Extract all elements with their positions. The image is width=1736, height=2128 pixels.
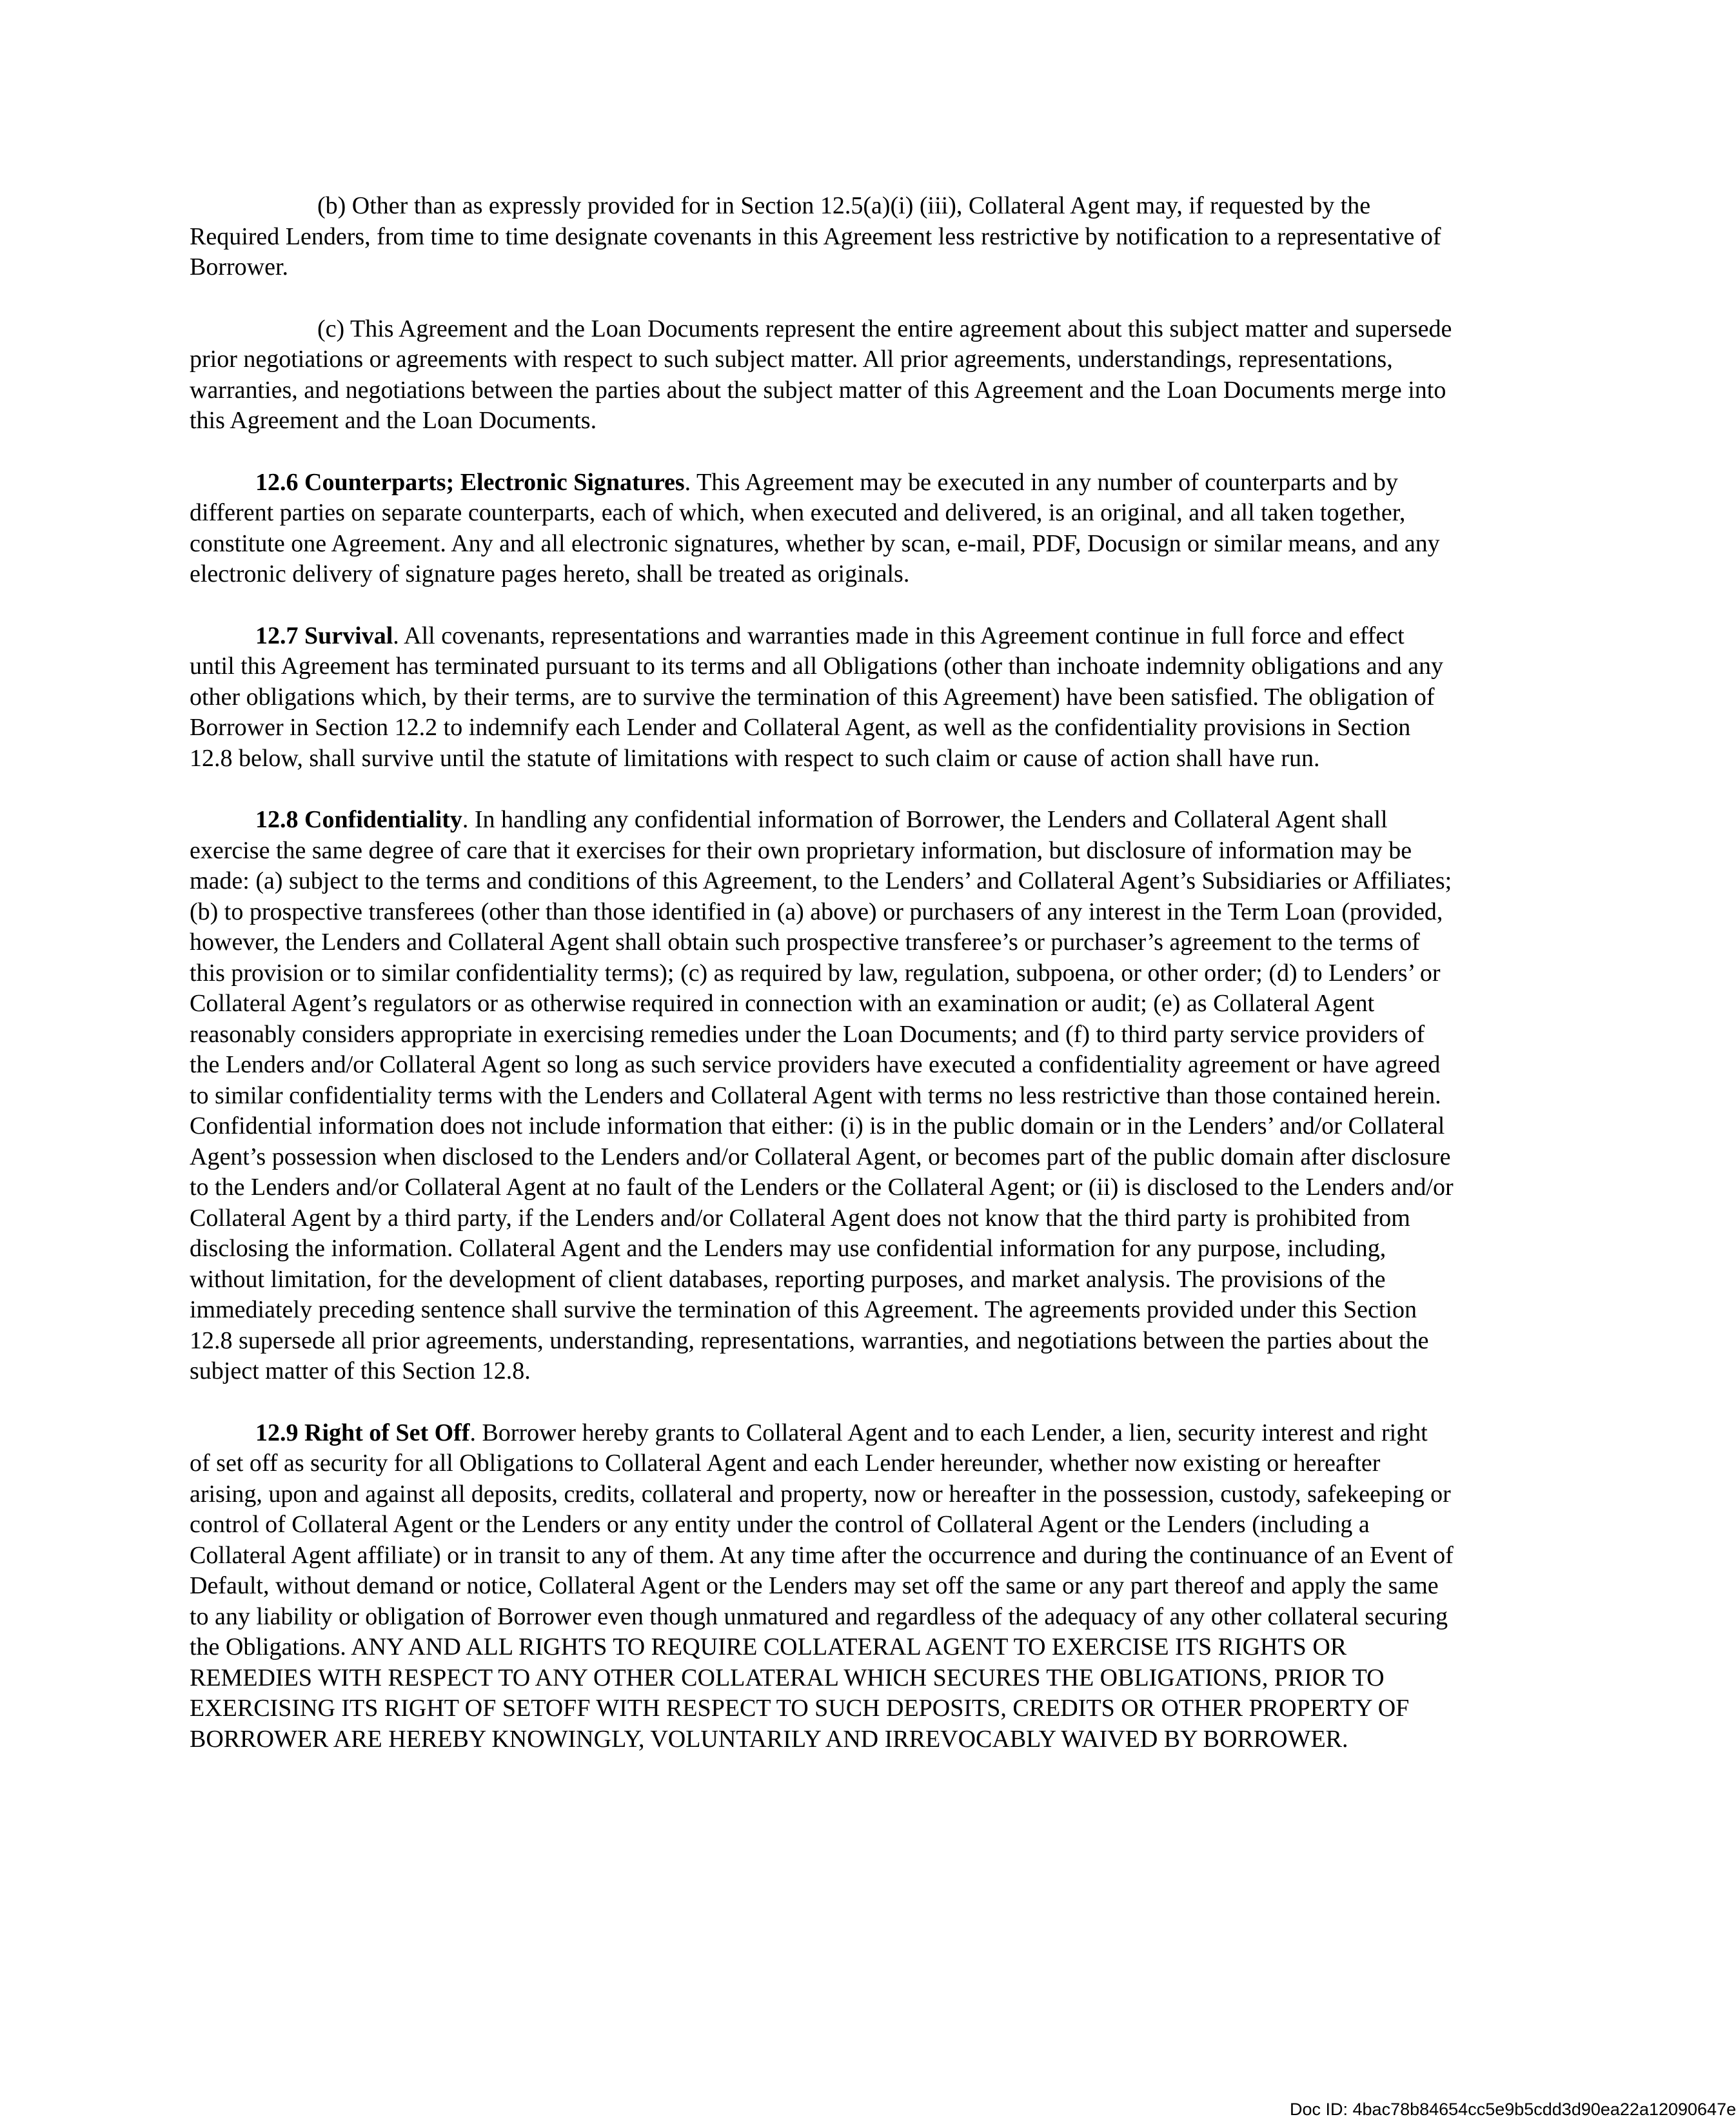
section-12-6-heading: 12.6 Counterparts; Electronic Signatures: [255, 468, 685, 496]
section-12-6: [190, 468, 1454, 590]
paragraph-12-5-c: (c) This Agreement and the Loan Documents represent the entire agreement about this subject matter and supersede prior negotiations or agreements with respect to such subject matter. All prior agreements, understandings, representations, warranties, and negotiations between the parties about the subject matter of this Agreement and the Loan Documents merge into this Agreement and the Loan Documents.: [190, 315, 1452, 434]
section-12-9: [190, 1418, 1454, 1755]
section-12-7-body: . All covenants, representations and warranties made in this Agreement continue in full force and effect until this Agreement has terminated pursuant to its terms and all Obligations (other than inchoate indemnity obligations and any other obligations which, by their terms, are to survive the termination of this Agreement) have been satisfied. The obligation of Borrower in Section 12.2 to indemnify each Lender and Collateral Agent, as well as the confidentiality provisions in Section 12.8 below, shall survive until the statute of limitations with respect to such claim or cause of action shall have run.: [190, 622, 1443, 772]
paragraph-12-5-b: (b) Other than as expressly provided for in Section 12.5(a)(i) (iii), Collateral Agent may, if requested by the Required Lenders, from time to time designate covenants in this Agreement less restrictive by notification to a representative of Borrower.: [190, 192, 1441, 281]
section-12-9-body: . Borrower hereby grants to Collateral Agent and to each Lender, a lien, security interest and right of set off as security for all Obligations to Collateral Agent and each Lender hereunder, whether now existing or hereafter arising, upon and against all deposits, credits, collateral and property, now or hereafter in the possession, custody, safekeeping or control of Collateral Agent or the Lenders or any entity under the control of Collateral Agent or the Lenders (including a Collateral Agent affiliate) or in transit to any of them. At any time after the occurrence and during the continuance of an Event of Default, without demand or notice, Collateral Agent or the Lenders may set off the same or any part thereof and apply the same to any liability or obligation of Borrower even though unmatured and regardless of the adequacy of any other collateral securing the Obligations. ANY AND ALL RIGHTS TO REQUIRE COLLATERAL AGENT TO EXERCISE ITS RIGHTS OR REMEDIES WITH RESPECT TO ANY OTHER COLLATERAL WHICH SECURES THE OBLIGATIONS, PRIOR TO EXERCISING ITS RIGHT OF SETOFF WITH RESPECT TO SUCH DEPOSITS, CREDITS OR OTHER PROPERTY OF BORROWER ARE HEREBY KNOWINGLY, VOLUNTARILY AND IRREVOCABLY WAIVED BY BORROWER.: [190, 1419, 1454, 1753]
section-12-7-heading: 12.7 Survival: [255, 622, 393, 649]
section-12-8-body: . In handling any confidential information of Borrower, the Lenders and Collateral Agent shall exercise the same degree of care that it exercises for their own proprietary information, but disclosure of information may be made: (a) subject to the terms and conditions of this Agreement, to the Lenders’ and Collateral Agent’s Subsidiaries or Affiliates; (b) to prospective transferees (other than those identified in (a) above) or purchasers of any interest in the Term Loan (provided, however, the Lenders and Collateral Agent shall obtain such prospective transferee’s or purchaser’s agreement to the terms of this provision or to similar confidentiality terms); (c) as required by law, regulation, subpoena, or other order; (d) to Lenders’ or Collateral Agent’s regulators or as otherwise required in connection with an examination or audit; (e) as Collateral Agent reasonably considers appropriate in exercising remedies under the Loan Documents; and (f) to third party service providers of the Lenders and/or Collateral Agent so long as such service providers have executed a confidentiality agreement or have agreed to similar confidentiality terms with the Lenders and Collateral Agent with terms no less restrictive than those contained herein. Confidential information does not include information that either: (i) is in the public domain or in the Lenders’ and/or Collateral Agent’s possession when disclosed to the Lenders and/or Collateral Agent, or becomes part of the public domain after disclosure to the Lenders and/or Collateral Agent at no fault of the Lenders or the Collateral Agent; or (ii) is disclosed to the Lenders and/or Collateral Agent by a third party, if the Lenders and/or Collateral Agent does not know that the third party is prohibited from disclosing the information. Collateral Agent and the Lenders may use confidential information for any purpose, including, without limitation, for the development of client databases, reporting purposes, and market analysis. The provisions of the immediately preceding sentence shall survive the termination of this Agreement. The agreements provided under this Section 12.8 supersede all prior agreements, understanding, representations, warranties, and negotiations between the parties about the subject matter of this Section 12.8.: [190, 806, 1454, 1384]
section-12-7: [190, 621, 1454, 774]
section-12-6-body: . This Agreement may be executed in any number of counterparts and by different parties on separate counterparts, each of which, when executed and delivered, is an original, and all taken together, constitute one Agreement. Any and all electronic signatures, whether by scan, e-mail, PDF, Docusign or similar means, and any electronic delivery of signature pages hereto, shall be treated as originals.: [190, 468, 1440, 587]
section-12-8-heading: 12.8 Confidentiality: [255, 806, 462, 833]
doc-id-footer: Doc ID: 4bac78b84654cc5e9b5cdd3d90ea22a12090647e: [1290, 2100, 1736, 2119]
section-12-8: [190, 805, 1454, 1387]
document-page: [190, 191, 1454, 1755]
section-12-9-heading: 12.9 Right of Set Off: [255, 1419, 470, 1446]
